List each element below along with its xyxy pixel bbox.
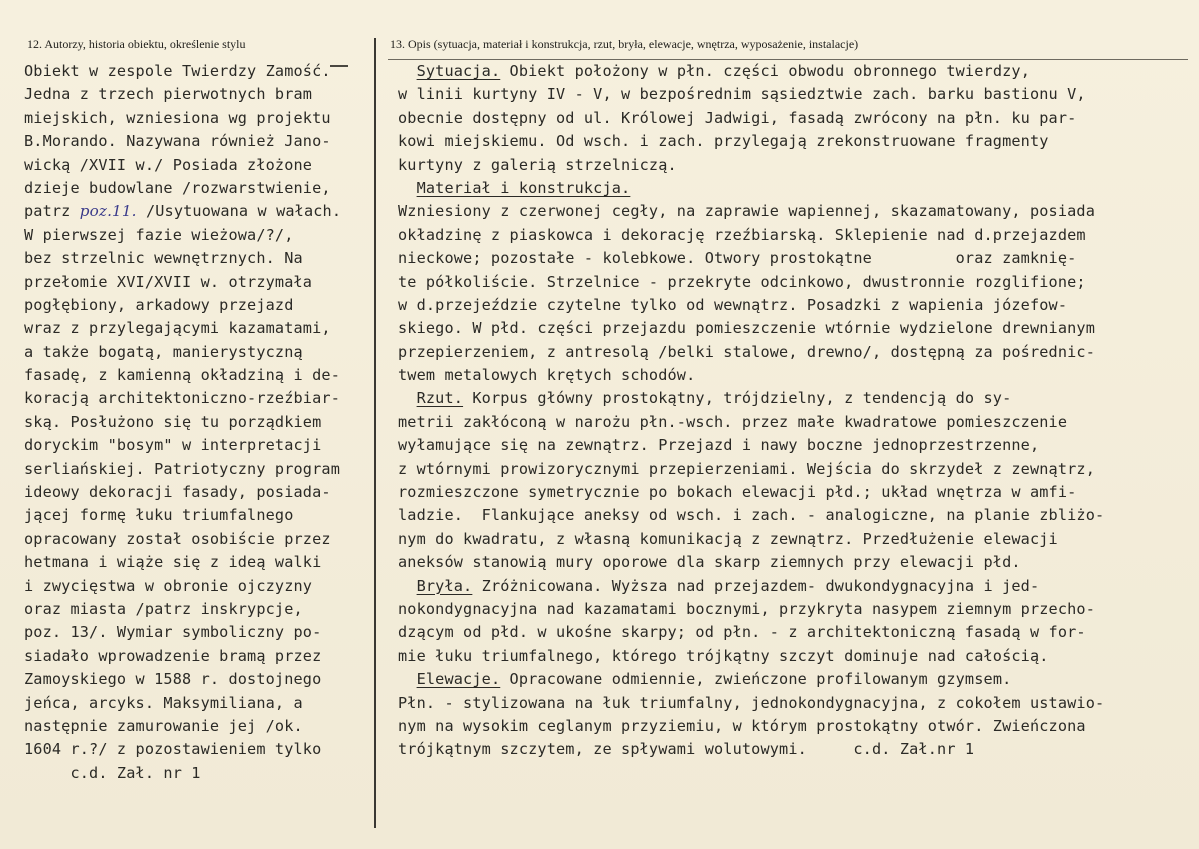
description-text-line: mie łuku triumfalnego, którego trójkątny szczyt dominuje nad całością. — [398, 646, 1049, 665]
history-text-line: dzieje budowlane /rozwarstwienie, — [24, 178, 331, 197]
history-text-line: fasadę, z kamienną okładziną i de- — [24, 366, 340, 385]
section-12-header: 12. Autorzy, historia obiektu, określenie stylu — [27, 37, 246, 51]
history-text-line: ską. Posłużono się tu porządkiem — [24, 412, 322, 431]
history-text-line: W pierwszej fazie wieżowa/?/, — [24, 225, 294, 244]
history-text-line: ideowy dekoracji fasady, posiada- — [24, 483, 331, 502]
description-text-line: Sytuacja. Obiekt położony w płn. części obwodu obronnego twierdzy, — [416, 62, 1030, 80]
history-text-column — [24, 60, 369, 785]
history-text-line: oraz miasta /patrz inskrypcje, — [24, 599, 303, 618]
description-text-line: te półkoliście. Strzelnice - przekryte odcinkowo, dwustronnie rozglifione; — [398, 272, 1086, 291]
description-text-line: obecnie dostępny od ul. Królowej Jadwigi, fasadą zwrócony na płn. ku par- — [398, 108, 1077, 127]
description-text-line: nokondygnacyjna nad kazamatami bocznymi, przykryta nasypem ziemnym przecho- — [398, 599, 1096, 618]
description-text-line: kowi miejskiemu. Od wsch. i zach. przylegają zrekonstruowane fragmenty — [398, 132, 1049, 151]
description-text-line: w d.przejeździe czytelne tylko od wewnątrz. Posadzki z wapienia józefow- — [398, 295, 1068, 314]
history-text-line: miejskich, wzniesiona wg projektu — [24, 108, 331, 127]
history-text-line: patrz poz.11. /Usytuowana w wałach. — [24, 202, 342, 221]
section-heading: Bryła. — [416, 576, 473, 595]
description-text-line: w linii kurtyny IV - V, w bezpośrednim sąsiedztwie zach. barku bastionu V, — [398, 85, 1086, 104]
history-text-line: jącej formę łuku triumfalnego — [24, 506, 294, 525]
history-text-line: przełomie XVI/XVII w. otrzymała — [24, 272, 313, 291]
description-text-line: trójkątnym szczytem, ze spływami wolutowymi. c.d. Zał.nr 1 — [398, 740, 975, 759]
history-text-line: bez strzelnic wewnętrznych. Na — [24, 249, 303, 268]
history-text-line: a także bogatą, manierystyczną — [24, 342, 303, 361]
description-text-line: metrii zakłóconą w narożu płn.-wsch. przez małe kwadratowe pomieszczenie — [398, 412, 1068, 431]
section-13-header: 13. Opis (sytuacja, materiał i konstrukcja, rzut, bryła, elewacje, wnętrza, wyposażenie, instalacje) — [390, 37, 859, 51]
description-text-line — [398, 177, 1188, 200]
description-text-line: okładzinę z piaskowca i dekorację rzeźbiarską. Sklepienie nad d.przejazdem — [398, 225, 1086, 244]
description-text-line: przepierzeniem, z antresolą /belki stalowe, drewno/, dostępną za pośrednic- — [398, 342, 1096, 361]
description-text-line: ladzie. Flankujące aneksy od wsch. i zach. - analogiczne, na planie zbliżo- — [398, 506, 1105, 525]
history-text-line: siadało wprowadzenie bramą przez — [24, 646, 322, 665]
section-heading: Sytuacja. — [416, 62, 501, 80]
history-text-line: Obiekt w zespole Twierdzy Zamość. — [24, 62, 331, 80]
description-text-line: twem metalowych krętych schodów. — [398, 366, 696, 385]
history-text-line: poz. 13/. Wymiar symboliczny po- — [24, 623, 322, 642]
history-text-line: serliańskiej. Patriotyczny program — [24, 459, 340, 478]
description-text-line: wyłamujące się na zewnątrz. Przejazd i nawy boczne jednoprzestrzenne, — [398, 436, 1040, 455]
history-text-line: koracją architektoniczno-rzeźbiar- — [24, 389, 340, 408]
description-text-column — [398, 60, 1188, 762]
section-heading: Materiał i konstrukcja. — [416, 178, 631, 197]
history-text-line: 1604 r.?/ z pozostawieniem tylko — [24, 740, 322, 759]
description-text-line: aneksów stanowią mury oporowe dla skarp ziemnych przy elewacji płd. — [398, 553, 1021, 572]
handwritten-annotation: poz.11. — [79, 202, 137, 221]
history-text-line: doryckim "bosym" w interpretacji — [24, 436, 322, 455]
history-text-line: hetmana i wiąże się z ideą walki — [24, 553, 322, 572]
section-heading: Elewacje. — [416, 670, 501, 689]
history-text-line: B.Morando. Nazywana również Jano- — [24, 132, 331, 151]
history-text-line: wicką /XVII w./ Posiada złożone — [24, 155, 313, 174]
history-text-line: opracowany został osobiście przez — [24, 529, 331, 548]
section-heading: Rzut. — [416, 389, 464, 408]
description-text-line: skiego. W płd. części przejazdu pomieszczenie wtórnie wydzielone drewnianym — [398, 319, 1096, 338]
description-text-line: Wzniesiony z czerwonej cegły, na zaprawie wapiennej, skazamatowany, posiada — [398, 202, 1096, 221]
description-text-line: Płn. - stylizowana na łuk triumfalny, jednokondygnacyjna, z cokołem ustawio- — [398, 693, 1105, 712]
description-text-line: nieckowe; pozostałe - kolebkowe. Otwory prostokątne oraz zamknię- — [398, 249, 1077, 268]
history-text-line: Jedna z trzech pierwotnych bram — [24, 85, 313, 104]
history-text-line: wraz z przylegającymi kazamatami, — [24, 319, 331, 338]
description-text-line: Elewacje. Opracowane odmiennie, zwieńczone profilowanym gzymsem. — [416, 670, 1012, 689]
description-text-line: Bryła. Zróżnicowana. Wyższa nad przejazdem- dwukondygnacyjna i jed- — [416, 576, 1040, 595]
description-text-line: rozmieszczone symetrycznie po bokach elewacji płd.; układ wnętrza w amfi- — [398, 483, 1077, 502]
column-divider — [374, 38, 376, 828]
history-text-line: jeńca, arcyks. Maksymiliana, a — [24, 693, 303, 712]
description-text-line: kurtyny z galerią strzelniczą. — [398, 155, 677, 174]
history-text-line: c.d. Zał. nr 1 — [24, 763, 201, 782]
description-text-line: Rzut. Korpus główny prostokątny, trójdzielny, z tendencją do sy- — [416, 389, 1012, 408]
description-text-line: dzącym od płd. w ukośne skarpy; od płn. - z architektoniczną fasadą w for- — [398, 623, 1086, 642]
description-text-line: nym na wysokim ceglanym przyziemiu, w którym prostokątny otwór. Zwieńczona — [398, 716, 1086, 735]
history-text-line: i zwycięstwa w obronie ojczyzny — [24, 576, 313, 595]
description-text-line: z wtórnymi prowizorycznymi przepierzeniami. Wejścia do skrzydeł z zewnątrz, — [398, 459, 1096, 478]
description-text-line: nym do kwadratu, z własną komunikacją z zewnątrz. Przedłużenie elewacji — [398, 529, 1058, 548]
history-text-line: pogłębiony, arkadowy przejazd — [24, 295, 294, 314]
history-text-line: następnie zamurowanie jej /ok. — [24, 716, 303, 735]
history-text-line: Zamoyskiego w 1588 r. dostojnego — [24, 670, 322, 689]
